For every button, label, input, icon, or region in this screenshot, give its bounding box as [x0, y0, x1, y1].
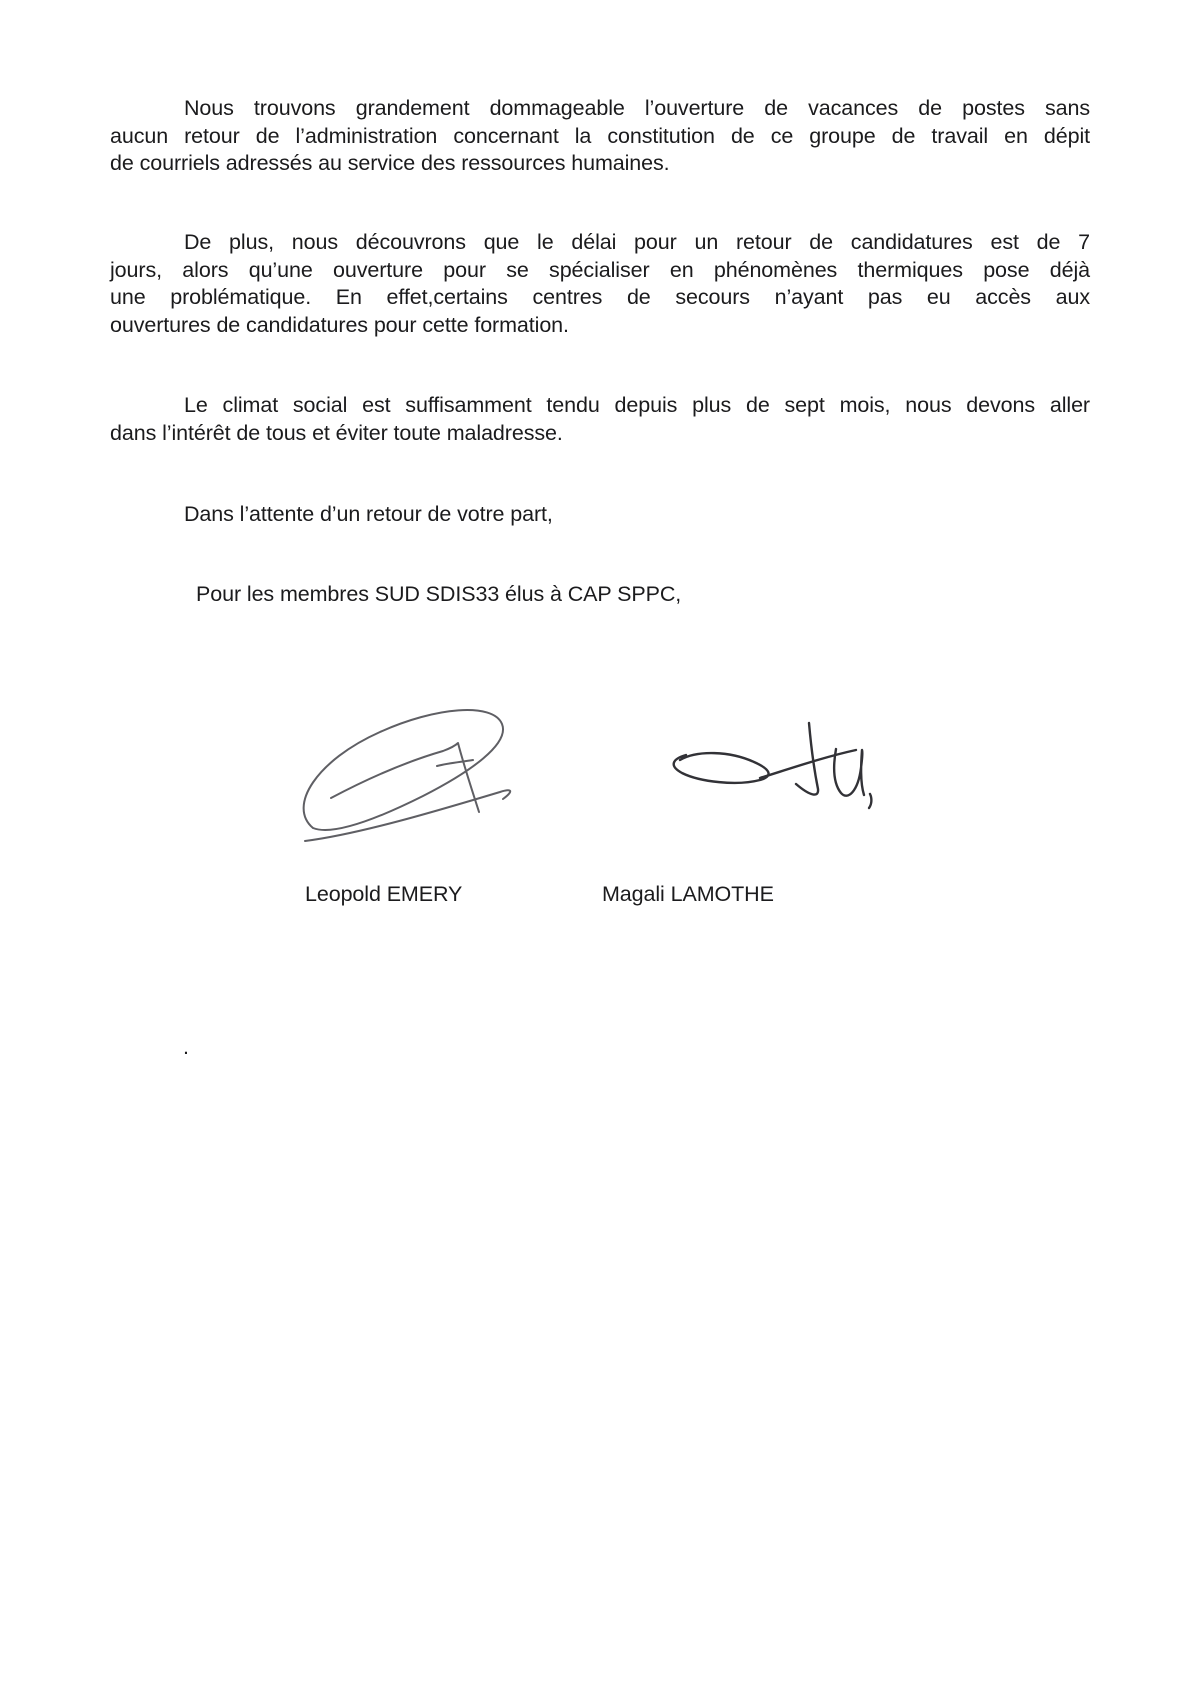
text-line: aucun retour de l’administration concernant la constitution de ce groupe de travail en dépit: [110, 123, 1090, 148]
closing-line: Dans l’attente d’un retour de votre part,: [184, 502, 553, 526]
text-line: De plus, nous découvrons que le délai pour un retour de candidatures est de 7: [184, 230, 1090, 254]
text-line: Le climat social est suffisamment tendu depuis plus de sept mois, nous devons aller: [184, 393, 1090, 417]
signatory-name: Leopold EMERY: [305, 882, 463, 906]
signatory-names-row: [110, 881, 1090, 909]
text-line: une problématique. En effet,certains centres de secours n’ayant pas eu accès aux: [110, 285, 1090, 309]
signature-leopold-emery-image: [265, 638, 575, 853]
text-line: dans l’intérêt de tous et éviter toute maladresse.: [110, 420, 563, 445]
text-line: jours, alors qu’une ouverture pour se spécialiser en phénomènes thermiques pose déjà: [110, 257, 1090, 282]
signature-magali-lamothe-image: [612, 642, 877, 817]
stray-period: .: [183, 1035, 189, 1059]
paragraph-1: [110, 95, 1090, 178]
text-line: Nous trouvons grandement dommageable l’ouverture de vacances de postes sans: [184, 96, 1090, 120]
signatory-name: Magali LAMOTHE: [602, 882, 774, 906]
capacity-line: Pour les membres SUD SDIS33 élus à CAP SPPC,: [196, 582, 682, 606]
paragraph-3: [110, 392, 1090, 447]
text-line: ouvertures de candidatures pour cette formation.: [110, 312, 569, 337]
paragraph-2: [110, 229, 1090, 339]
text-line: de courriels adressés au service des ressources humaines.: [110, 151, 670, 175]
